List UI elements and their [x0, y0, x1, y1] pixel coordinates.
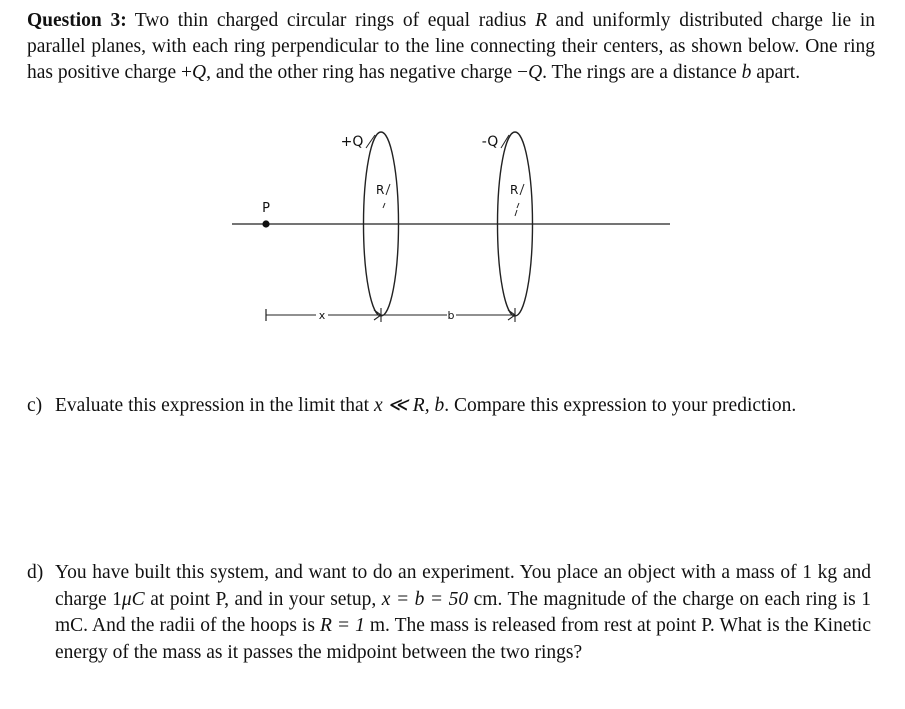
question-text-e: apart.	[751, 62, 801, 83]
label-radius-left: R	[376, 183, 385, 197]
part-c-body	[55, 393, 871, 420]
label-positive-charge: +Q	[340, 134, 364, 150]
part-d	[27, 560, 871, 666]
question-label: Question 3:	[27, 10, 127, 31]
label-b: b	[447, 309, 455, 322]
part-d-text-d: m. The mass is released from rest at point P. What is the Kinetic energy of the mass as it passes the midpoint between the two rings?	[55, 615, 871, 663]
part-c-math: x ≪ R, b	[373, 395, 445, 416]
part-d-text-a: You have built this system, and want to do an experiment. You place an object with a mass of 1 kg and charge 1	[55, 562, 871, 610]
point-p-dot	[262, 220, 269, 227]
question-text-a: Two thin charged circular rings of equal radius	[134, 10, 536, 31]
math-Q-negative: Q	[528, 62, 543, 83]
part-c-text-a: Evaluate this expression in the limit that	[55, 395, 374, 416]
label-radius-right: R	[510, 183, 519, 197]
tick-radius-left-1	[386, 184, 390, 195]
tick-radius-left-2	[383, 203, 385, 208]
point-p-label: P	[262, 201, 270, 216]
question-text-c: , and the other ring has negative charge −	[206, 62, 529, 83]
part-c-label: c)	[27, 395, 43, 416]
question-text-d: . The rings are a distance	[542, 62, 742, 83]
part-c-text-b: . Compare this expression to your prediction.	[444, 395, 797, 416]
part-d-math-uc: μC	[121, 588, 145, 610]
question-text-b: and uniformly distributed charge lie in parallel planes, with each ring perpendicular to the line connecting their centers, as shown below. One ring has positive charge +	[27, 10, 875, 83]
part-d-math-xb: x = b = 50	[381, 588, 469, 610]
part-d-math-r: R = 1	[319, 615, 365, 636]
part-d-body	[55, 560, 871, 666]
label-x: x	[318, 309, 326, 322]
part-c	[27, 393, 871, 420]
math-R: R	[535, 10, 547, 31]
label-negative-charge: -Q	[481, 134, 499, 150]
tick-radius-right-3	[515, 210, 517, 216]
part-d-text-c: cm. The magnitude of the charge on each ring is 1 mC. And the radii of the hoops is	[55, 588, 871, 636]
math-b: b	[741, 62, 752, 83]
tick-radius-right-2	[517, 203, 519, 208]
part-d-text-b: at point P, and in your setup,	[144, 588, 382, 610]
part-d-label: d)	[27, 562, 44, 583]
tick-radius-right-1	[520, 184, 524, 195]
math-Q-positive: Q	[191, 62, 207, 83]
